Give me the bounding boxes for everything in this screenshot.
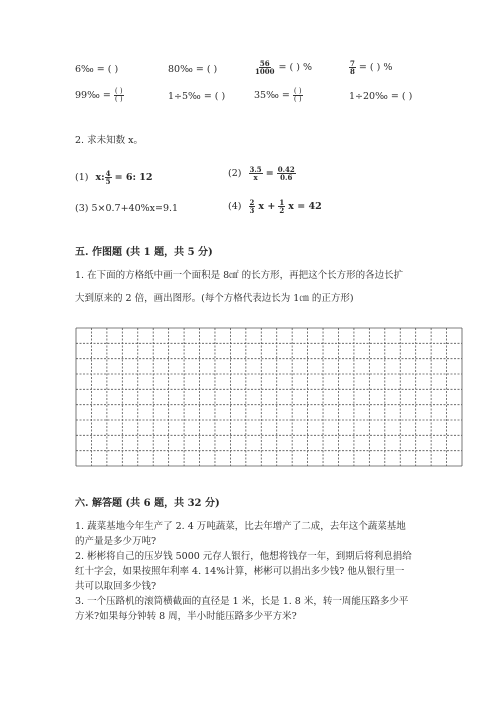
fraction: $\frac{2}{3}$	[249, 198, 255, 215]
equation-2: (2) $\frac{3.5}{x}$ = $\frac{0.42}{0.6}$	[228, 165, 295, 182]
problem-3-line-1: 3. 一个压路机的滚筒横截面的直径是 1 米，长是 1. 8 米，转一周能压路多少平	[75, 596, 409, 607]
drawing-task-line-1: 1. 在下面的方格纸中画一个面积是 8㎠ 的长方形，再把这个长方形的各边长扩	[75, 270, 404, 281]
problem-2-line-1: 2. 彬彬将自己的压岁钱 5000 元存人银行，他想将钱存一年，到期后将利息捐给	[75, 551, 412, 562]
section-6-heading: 六. 解答题 (共 6 题，共 32 分)	[75, 498, 220, 509]
drawing-task-line-2: 大到原来的 2 倍，画出图形。(每个方格代表边长为 1㎝ 的正方形)	[75, 293, 354, 304]
fill-blank-99-permille: 99‰ = $\frac{( )}{( )}$	[75, 87, 123, 103]
fraction: $\frac{0.42}{0.6}$	[277, 165, 295, 182]
fill-blank-6-permille: 6‰ = ( )	[75, 64, 119, 75]
fill-blank-7-over-8: $\frac{7}{8}$ = ( ) %	[350, 59, 393, 76]
fraction: $\frac{3.5}{x}$	[249, 165, 262, 182]
fraction: $\frac{4}{5}$	[105, 169, 111, 186]
grid-lines	[75, 327, 463, 467]
fraction: $\frac{7}{8}$	[350, 59, 355, 76]
fill-blank-56-over-1000: $\frac{56}{1000}$ = ( ) %	[255, 59, 312, 76]
problem-3-line-2: 方米?如果每分钟转 8 周，半小时能压路多少平方米?	[75, 611, 297, 622]
equation-4: (4) $\frac{2}{3}$ x + $\frac{1}{2}$ x = 42	[228, 198, 322, 215]
equation-3: (3) 5×0.7+40%x=9.1	[75, 203, 179, 214]
problem-2-line-2: 红十字会，如果按照年利率 4. 14%计算，彬彬可以捐出多少钱? 他从银行里一	[75, 566, 405, 577]
fill-blank-1-div-5-permille: 1÷5‰ = ( )	[168, 91, 226, 102]
question-2-title: 2. 求未知数 x。	[75, 135, 143, 146]
square-grid-paper[interactable]	[75, 327, 463, 467]
fill-blank-35-permille: 35‰ = $\frac{( )}{( )}$	[254, 87, 302, 103]
fraction-blank: $\frac{( )}{( )}$	[114, 87, 123, 103]
fraction-blank: $\frac{( )}{( )}$	[293, 87, 302, 103]
fill-blank-1-div-20-permille: 1÷20‰ = ( )	[349, 91, 413, 102]
problem-1-line-2: 的产量是多少万吨?	[75, 536, 157, 547]
fraction: $\frac{1}{2}$	[279, 198, 285, 215]
equation-1: (1) x: $\frac{4}{5}$ = 6: 12	[75, 169, 153, 186]
section-5-heading: 五. 作图题 (共 1 题，共 5 分)	[75, 247, 213, 258]
problem-1-line-1: 1. 蔬菜基地今年生产了 2. 4 万吨蔬菜，比去年增产了二成，去年这个蔬菜基地	[75, 521, 406, 532]
problem-2-line-3: 共可以取回多少钱?	[75, 581, 157, 592]
fraction: $\frac{56}{1000}$	[255, 59, 275, 76]
fill-blank-80-permille: 80‰ = ( )	[168, 64, 218, 75]
